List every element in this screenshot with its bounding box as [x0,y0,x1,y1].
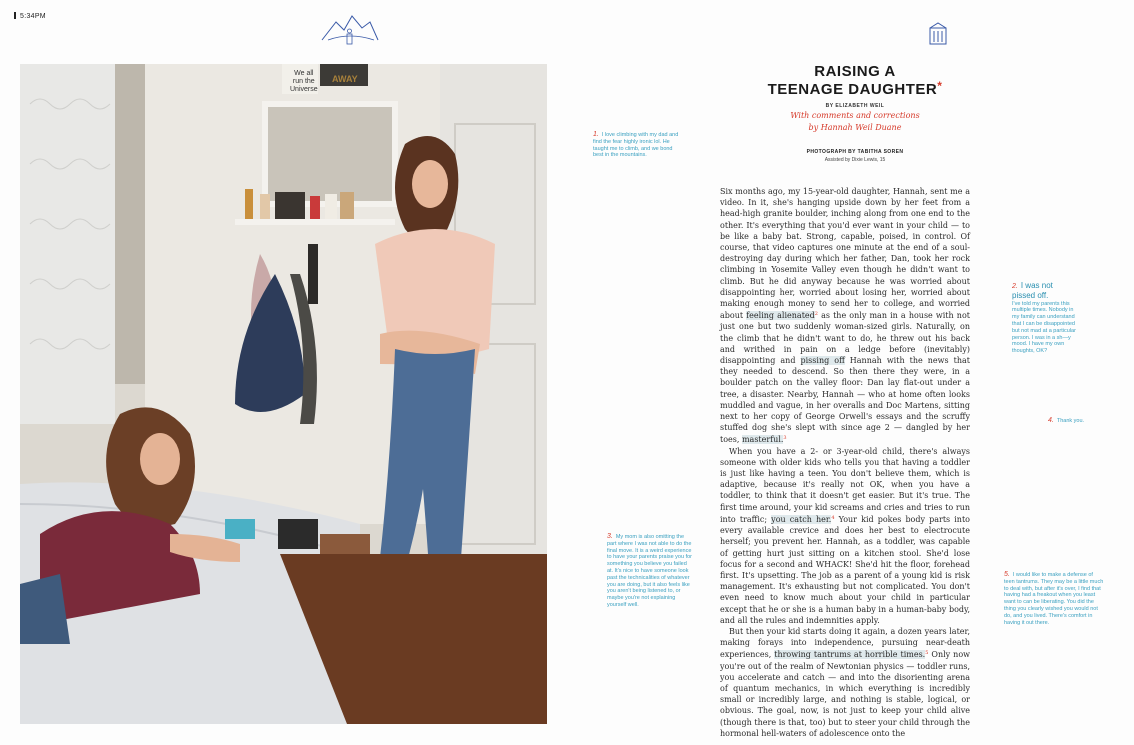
note-text: I love climbing with my dad and find the fear highly ironic lol. He taught me to climb, and we bond best in the mountains. [593,132,679,159]
margin-note-3 [607,534,693,609]
highlight-pissing-off: pissing off [800,356,845,366]
p1-text-a: Six months ago, my 15-year-old daughter, Hannah, sent me a video. In it, she's hanging upside down by her feet from a head-high granite boulder, inching along from one end to the other. It's everything that you'd ever want in your child — to be like a baby bat. Strong, capable, poised, in control. Of course, that video captures one minute at the end of a soul-destroying day during which her father, Dan, took her rock climbing in Yosemite Valley even though he didn't want to climb. But he did anyway because he was worried about disappointing her, worried about losing her, worried about making enough money to send her to college, and worried about [720,187,970,321]
note-text: My mom is also omitting the part where I was not able to do the final move. It is a weird experience to have your parents praise you for something you believe you failed at. It's nice to have someone look past the technicalities of whatever you are doing, but it also feels like you aren't being listened to, or maybe you're not explaining yourself well. [607,534,692,608]
note-number: 5. [1004,571,1010,578]
note-number: 4. [1048,417,1054,424]
status-time-text: 5:34PM [20,13,46,20]
note-number: 2. [1012,283,1018,290]
byline: BY ELIZABETH WEIL [825,103,885,109]
p2-text-b: Your kid pokes body parts into every available crevice and does her best to electrocute herself; you prevent her. Hannah, as a toddler, was capable of getting hurt just sitting on a kitchen stool. She'd lose focus for a second and WHACK! She'd hit the floor, forehead first. It's upsetting. The job as a parent of a young kid is risk management. It's exhausting but not complicated. You don't even need to know much about your child in particular except that he or she is a human baby in a human-baby body, and all the rules and indemnities apply. [720,514,970,625]
title-line-1: RAISING A [814,63,896,80]
p3-text-a: But then your kid starts doing it again, a dozen years later, making forays into independence, pursuing near-death experiences, [720,626,970,660]
handwritten-credit-1: With comments and corrections [790,111,920,120]
feature-photo [20,64,547,724]
highlight-masterful: masterful. [741,435,784,445]
note-lead: I was not pissed off. [1012,281,1053,300]
photo-credit: PHOTOGRAPH BY TABITHA SOREN [806,149,904,155]
assist-credit: Assisted by Dixie Lewis, 15 [824,157,886,163]
mountain-doodle-icon [318,10,382,50]
status-bar-mark [14,12,16,19]
note-text: I would like to make a defense of teen tantrums. They may be a little much to deal with, but after it's over, I find that having had a freakout when you least want to can be liberating. You did the thing you clearly wished you would not do, and you lived. There's comfort in having it out there. [1004,572,1104,626]
footnote-marker: 2 [814,311,818,318]
handwritten-credit-2: by Hannah Weil Duane [808,123,902,132]
highlight-tantrums: throwing tantrums at horrible times. [774,650,926,660]
title-asterisk: * [937,79,943,93]
article-title [740,64,970,97]
footnote-marker: 3 [783,435,787,442]
margin-note-1 [593,132,683,159]
note-number: 1. [593,131,599,138]
paragraph-1 [720,186,970,446]
note-text: I've told my parents this multiple times. Nobody in my family can understand that I can be disappointed but not mad at a particular person. I was in a sh—y mood. I have my own thoughts, OK? [1012,300,1076,355]
p3-text-b: Only now you're out of the realm of Newtonian physics — toddler runs, you accelerate and catch — and into the disorienting arena of quantum mechanics, in which everything is incredibly small or incredibly large, and nothing is stable, logical, or obvious. The goal, now, is not just to keep your child alive (though there is that, too) but to steer your child through the hormonal hell-waters of adolescence onto the [720,650,970,738]
paragraph-3 [720,626,970,739]
paragraph-2 [720,446,970,626]
margin-note-2 [1012,281,1077,355]
article-body [720,186,970,739]
p1-text-b: as the only man in a house with not just one but two suddenly woman-sized girls. Naturally, on the climb that he didn't want to do, he threw out his back and writhed in pain on a ledge before (inevitably) disappointing and [720,311,970,366]
note-text: Thank you. [1056,418,1085,424]
highlight-you-catch-her: you catch her. [771,514,832,524]
footnote-marker: 4 [831,514,835,521]
p1-text-c: Hannah with the news that they needed to descend. So then there they were, in a boulder patch on the valley floor: Dan lay flat-out under a tree, a disaster. Nearby, Hannah — who at home often looks muddled and vague, in her overalls and Doc Martens, sitting next to her copy of George Orwell's essays and the scruffy stuffed dog she's slept with since age 2 — dangled by her toes, [720,356,970,445]
photo-sign-text-2: AWAY [332,74,358,84]
margin-note-4 [1048,418,1108,425]
margin-note-5 [1004,572,1104,626]
p2-text-a: When you have a 2- or 3-year-old child, there's always someone with older kids who tells you that having a toddler is just like having a teen. You don't believe them, which is adaptive, because it's really not OK, when you have a toddler, to think that it doesn't get easier. But it's true. The first time around, your kid screams and cries and tries to run into traffic; [720,446,970,524]
footnote-marker: 5 [925,650,929,657]
highlight-feeling-alienated: feeling alienated [746,311,815,321]
title-line-2-text: TEENAGE DAUGHTER [767,81,938,98]
photo-sign-text: We all run the Universe [290,70,318,93]
status-time [14,12,46,20]
note-number: 3. [607,533,613,540]
article-headline [740,64,970,163]
building-doodle-icon [928,22,948,46]
title-line-2 [740,79,970,97]
